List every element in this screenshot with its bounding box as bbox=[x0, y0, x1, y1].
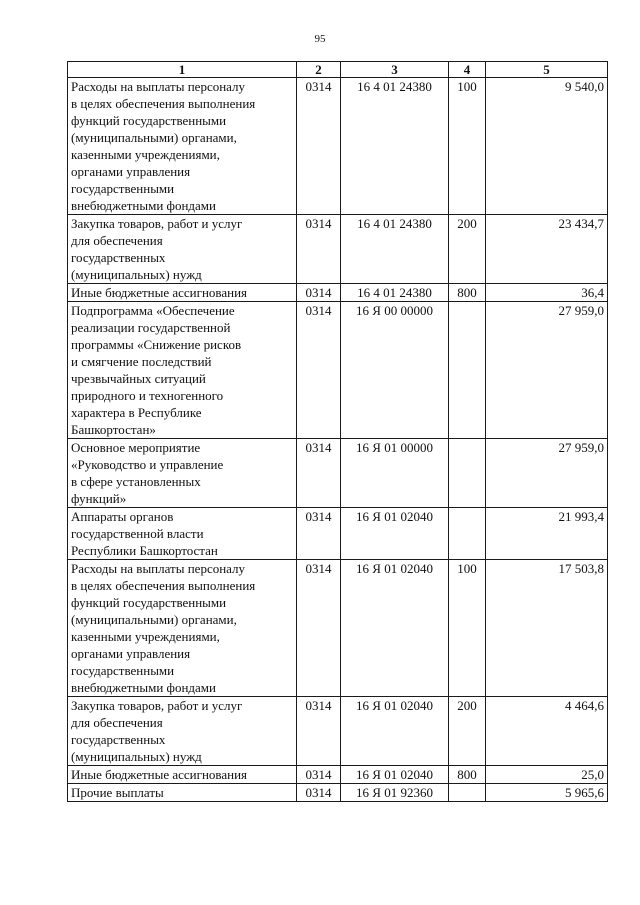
cell-section: 0314 bbox=[297, 302, 341, 439]
cell-name-line: функций государственными bbox=[71, 595, 227, 610]
cell-name-line: «Руководство и управление bbox=[71, 457, 224, 472]
cell-name-line: государственной власти bbox=[71, 526, 204, 541]
cell-section: 0314 bbox=[297, 439, 341, 508]
cell-name-line: внебюджетными фондами bbox=[71, 198, 216, 213]
cell-name-line: для обеспечения bbox=[71, 233, 163, 248]
cell-target: 16 Я 01 92360 bbox=[341, 784, 449, 802]
cell-expense-type: 200 bbox=[449, 215, 486, 284]
column-header-amount: 5 bbox=[486, 62, 608, 78]
table-row bbox=[68, 284, 608, 302]
cell-expense-type bbox=[449, 508, 486, 560]
cell-expense-type bbox=[449, 439, 486, 508]
cell-name-line: Подпрограмма «Обеспечение bbox=[71, 303, 235, 318]
cell-name-line: Иные бюджетные ассигнования bbox=[71, 767, 248, 782]
cell-section: 0314 bbox=[297, 215, 341, 284]
cell-name-line: Основное мероприятие bbox=[71, 440, 201, 455]
cell-target: 16 Я 00 00000 bbox=[341, 302, 449, 439]
cell-name-line: чрезвычайных ситуаций bbox=[71, 371, 206, 386]
cell-section: 0314 bbox=[297, 560, 341, 697]
cell-target: 16 Я 01 02040 bbox=[341, 766, 449, 784]
cell-name-line: внебюджетными фондами bbox=[71, 680, 216, 695]
cell-name-line: Иные бюджетные ассигнования bbox=[71, 285, 248, 300]
cell-name-line: Закупка товаров, работ и услуг bbox=[71, 698, 243, 713]
cell-name-line: реализации государственной bbox=[71, 320, 231, 335]
cell-name-line: в целях обеспечения выполнения bbox=[71, 96, 256, 111]
budget-table bbox=[67, 61, 608, 802]
cell-expense-type: 100 bbox=[449, 78, 486, 215]
page-number: 95 bbox=[314, 33, 326, 45]
cell-target: 16 Я 01 00000 bbox=[341, 439, 449, 508]
cell-target: 16 4 01 24380 bbox=[341, 215, 449, 284]
cell-section: 0314 bbox=[297, 784, 341, 802]
cell-name bbox=[68, 766, 297, 784]
cell-name-line: Расходы на выплаты персоналу bbox=[71, 79, 246, 94]
cell-name-line: в целях обеспечения выполнения bbox=[71, 578, 256, 593]
cell-amount: 27 959,0 bbox=[486, 302, 608, 439]
cell-section: 0314 bbox=[297, 284, 341, 302]
cell-name-line: и смягчение последствий bbox=[71, 354, 212, 369]
cell-amount: 9 540,0 bbox=[486, 78, 608, 215]
cell-amount: 25,0 bbox=[486, 766, 608, 784]
cell-name bbox=[68, 784, 297, 802]
cell-name-line: государственных bbox=[71, 250, 166, 265]
cell-name bbox=[68, 439, 297, 508]
cell-amount: 4 464,6 bbox=[486, 697, 608, 766]
cell-amount: 17 503,8 bbox=[486, 560, 608, 697]
cell-section: 0314 bbox=[297, 697, 341, 766]
table-row bbox=[68, 784, 608, 802]
cell-name-line: программы «Снижение рисков bbox=[71, 337, 242, 352]
cell-expense-type: 800 bbox=[449, 766, 486, 784]
cell-name-line: органами управления bbox=[71, 164, 191, 179]
cell-expense-type: 100 bbox=[449, 560, 486, 697]
cell-name-line: Башкортостан» bbox=[71, 422, 156, 437]
column-header-section: 2 bbox=[297, 62, 341, 78]
cell-section: 0314 bbox=[297, 78, 341, 215]
cell-name bbox=[68, 697, 297, 766]
cell-name bbox=[68, 302, 297, 439]
table-row bbox=[68, 439, 608, 508]
table-row bbox=[68, 766, 608, 784]
cell-name-line: (муниципальных) нужд bbox=[71, 267, 202, 282]
column-header-target: 3 bbox=[341, 62, 449, 78]
cell-name bbox=[68, 284, 297, 302]
cell-name-line: характера в Республике bbox=[71, 405, 202, 420]
cell-name-line: (муниципальных) нужд bbox=[71, 749, 202, 764]
cell-name bbox=[68, 508, 297, 560]
cell-section: 0314 bbox=[297, 508, 341, 560]
table-row bbox=[68, 560, 608, 697]
cell-name bbox=[68, 560, 297, 697]
cell-expense-type: 800 bbox=[449, 284, 486, 302]
cell-amount: 23 434,7 bbox=[486, 215, 608, 284]
cell-amount: 21 993,4 bbox=[486, 508, 608, 560]
cell-name-line: государственными bbox=[71, 181, 175, 196]
cell-expense-type bbox=[449, 784, 486, 802]
cell-name-line: (муниципальными) органами, bbox=[71, 612, 237, 627]
cell-amount: 27 959,0 bbox=[486, 439, 608, 508]
cell-name-line: государственных bbox=[71, 732, 166, 747]
cell-target: 16 4 01 24380 bbox=[341, 284, 449, 302]
cell-amount: 5 965,6 bbox=[486, 784, 608, 802]
cell-name-line: функций» bbox=[71, 491, 127, 506]
cell-amount: 36,4 bbox=[486, 284, 608, 302]
cell-expense-type bbox=[449, 302, 486, 439]
cell-name-line: (муниципальными) органами, bbox=[71, 130, 237, 145]
cell-name-line: природного и техногенного bbox=[71, 388, 224, 403]
cell-name-line: для обеспечения bbox=[71, 715, 163, 730]
cell-name-line: казенными учреждениями, bbox=[71, 147, 220, 162]
table-row bbox=[68, 78, 608, 215]
table-row bbox=[68, 697, 608, 766]
table-body bbox=[68, 78, 608, 802]
table-row bbox=[68, 215, 608, 284]
cell-name-line: государственными bbox=[71, 663, 175, 678]
cell-name-line: Расходы на выплаты персоналу bbox=[71, 561, 246, 576]
cell-name-line: в сфере установленных bbox=[71, 474, 201, 489]
cell-target: 16 Я 01 02040 bbox=[341, 508, 449, 560]
column-header-expense-type: 4 bbox=[449, 62, 486, 78]
cell-section: 0314 bbox=[297, 766, 341, 784]
column-header-name: 1 bbox=[68, 62, 297, 78]
table-row bbox=[68, 302, 608, 439]
cell-name bbox=[68, 78, 297, 215]
cell-name-line: Аппараты органов bbox=[71, 509, 174, 524]
cell-name-line: Республики Башкортостан bbox=[71, 543, 218, 558]
cell-target: 16 4 01 24380 bbox=[341, 78, 449, 215]
cell-name bbox=[68, 215, 297, 284]
cell-target: 16 Я 01 02040 bbox=[341, 697, 449, 766]
cell-name-line: функций государственными bbox=[71, 113, 227, 128]
cell-target: 16 Я 01 02040 bbox=[341, 560, 449, 697]
cell-name-line: Закупка товаров, работ и услуг bbox=[71, 216, 243, 231]
table-header-row bbox=[68, 62, 608, 78]
cell-name-line: казенными учреждениями, bbox=[71, 629, 220, 644]
table-row bbox=[68, 508, 608, 560]
cell-name-line: органами управления bbox=[71, 646, 191, 661]
cell-name-line: Прочие выплаты bbox=[71, 785, 164, 800]
cell-expense-type: 200 bbox=[449, 697, 486, 766]
